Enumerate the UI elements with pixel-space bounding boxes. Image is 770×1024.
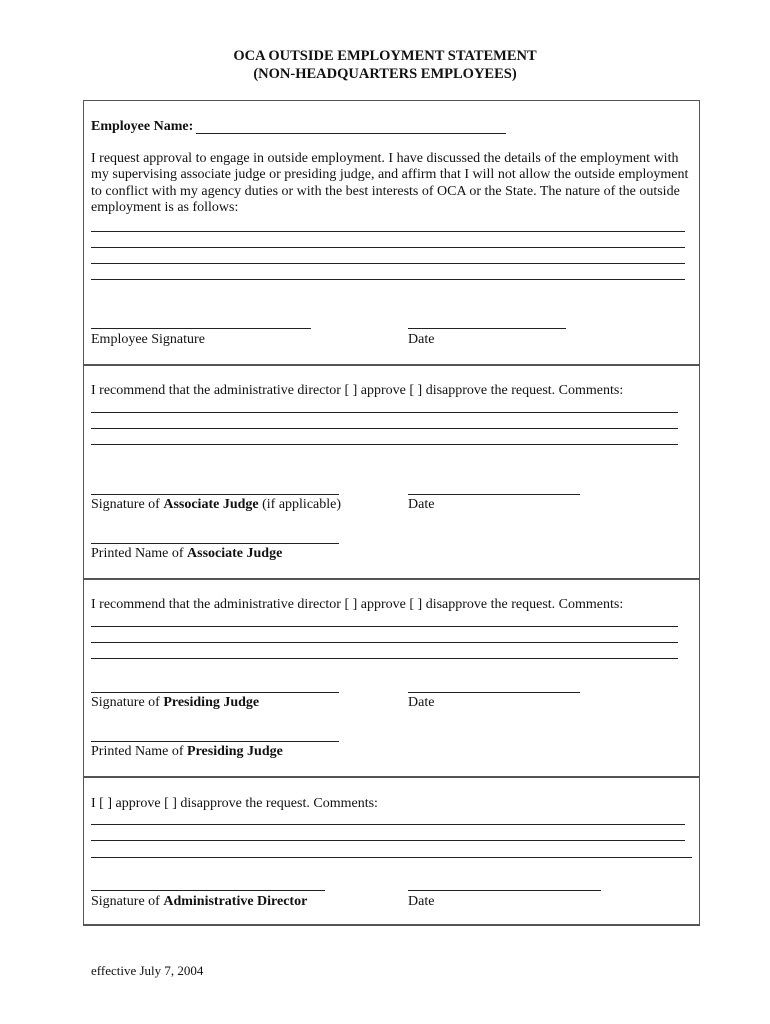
director-date-label: Date: [408, 894, 435, 909]
employment-description-line[interactable]: [91, 231, 685, 232]
associate-recommendation-text: I recommend that the administrative director [ ] approve [ ] disapprove the request. Comments:: [91, 383, 624, 398]
associate-date-label: Date: [408, 497, 435, 512]
employment-description-line[interactable]: [91, 247, 685, 248]
presiding-comment-line[interactable]: [91, 658, 678, 659]
employee-signature-label: Employee Signature: [91, 332, 205, 347]
section-divider: [83, 776, 700, 778]
associate-comment-line[interactable]: [91, 412, 678, 413]
associate-signature-line[interactable]: [91, 494, 339, 495]
associate-signature-label: Signature of Associate Judge (if applicable): [91, 497, 342, 512]
employee-name-label: Employee Name:: [91, 119, 194, 134]
director-approval-text: I [ ] approve [ ] disapprove the request. Comments:: [91, 796, 378, 811]
section-divider: [83, 578, 700, 580]
section-divider: [83, 364, 700, 366]
employee-signature-line[interactable]: [91, 328, 311, 329]
director-date-line[interactable]: [408, 890, 601, 891]
presiding-date-line[interactable]: [408, 692, 580, 693]
director-comment-line[interactable]: [91, 840, 685, 841]
associate-comment-line[interactable]: [91, 444, 678, 445]
director-comment-line[interactable]: [91, 857, 692, 858]
presiding-signature-label: Signature of Presiding Judge: [91, 695, 260, 710]
employment-description-line[interactable]: [91, 263, 685, 264]
associate-comment-line[interactable]: [91, 428, 678, 429]
form-subtitle: (NON-HEADQUARTERS EMPLOYEES): [253, 66, 517, 82]
form-title: OCA OUTSIDE EMPLOYMENT STATEMENT: [233, 48, 537, 64]
employee-date-label: Date: [408, 332, 435, 347]
director-comment-line[interactable]: [91, 824, 685, 825]
associate-date-line[interactable]: [408, 494, 580, 495]
associate-printed-name-label: Printed Name of Associate Judge: [91, 546, 283, 561]
director-signature-line[interactable]: [91, 890, 325, 891]
employee-date-line[interactable]: [408, 328, 566, 329]
presiding-printed-name-label: Printed Name of Presiding Judge: [91, 744, 283, 759]
presiding-comment-line[interactable]: [91, 626, 678, 627]
employee-statement: I request approval to engage in outside employment. I have discussed the details of the employment with my supervising associate judge or presiding judge, and affirm that I will not allow the outside employment to conflict with my agency duties or with the best interests of OCA or the State. The nature of the outside employment is as follows:: [91, 151, 689, 215]
presiding-signature-line[interactable]: [91, 692, 339, 693]
employee-name-field[interactable]: [196, 133, 506, 134]
presiding-recommendation-text: I recommend that the administrative director [ ] approve [ ] disapprove the request. Comments:: [91, 597, 624, 612]
presiding-date-label: Date: [408, 695, 435, 710]
presiding-comment-line[interactable]: [91, 642, 678, 643]
presiding-printed-name-line[interactable]: [91, 741, 339, 742]
director-signature-label: Signature of Administrative Director: [91, 894, 308, 909]
employment-description-line[interactable]: [91, 279, 685, 280]
effective-date-footer: effective July 7, 2004: [91, 963, 204, 978]
associate-printed-name-line[interactable]: [91, 543, 339, 544]
